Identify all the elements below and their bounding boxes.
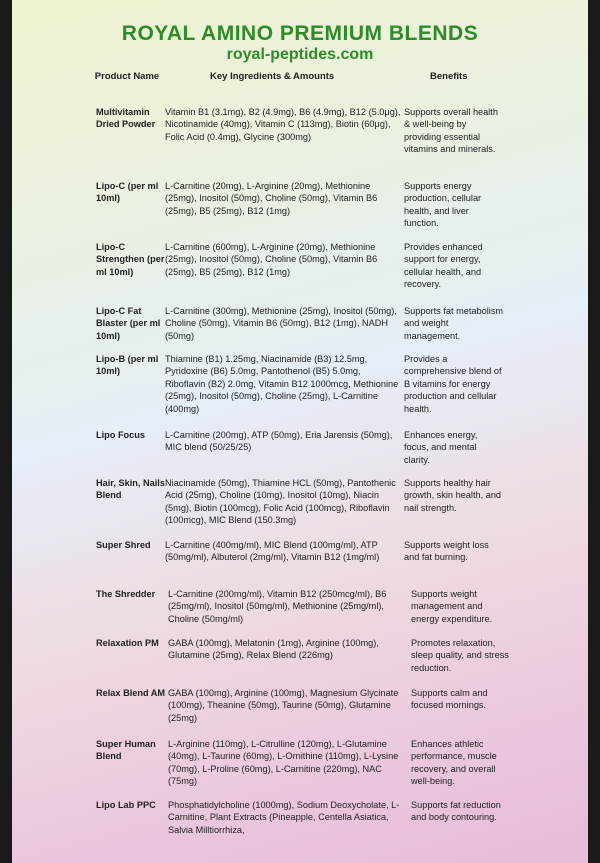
product-benefits: Supports overall health & well-being by providing essential vitamins and minerals. [404, 107, 498, 155]
product-name: Lipo-C (per ml 10ml) [96, 181, 159, 204]
page-title: ROYAL AMINO PREMIUM BLENDS [121, 22, 479, 45]
product-name: Super Shred [96, 540, 151, 550]
product-benefits: Promotes relaxation, sleep quality, and stress reduction. [411, 638, 509, 673]
product-benefits: Supports energy production, cellular health, and liver function. [404, 181, 482, 229]
product-benefits: Provides a comprehensive blend of B vitamins for energy production and cellular health. [404, 354, 502, 414]
product-name: Lipo-B (per ml 10ml) [96, 354, 159, 377]
column-header-ingredients: Key Ingredients & Amounts [210, 71, 335, 82]
product-benefits: Supports fat metabolism and weight management. [404, 306, 504, 341]
product-ingredients: Niacinamide (50mg), Thiamine HCL (50mg), Pantothenic Acid (25mg), Choline (10mg), Inositol (10mg), Niacin (5mg), Biotin (100mcg), Folic Acid (100mcg), Riboflavin (100mcg), MIC Blend (150.3mg) [165, 478, 396, 526]
product-ingredients: L-Carnitine (400mg/ml), MIC Blend (100mg/ml), ATP (50mg/ml), Albuterol (2mg/ml), Vitamin B12 (1mg/ml) [165, 540, 380, 563]
product-ingredients: L-Carnitine (600mg), L-Arginine (20mg), Methionine (25mg), Inositol (50mg), Choline (50mg), Vitamin B6 (25mg), B5 (25mg), B12 (1mg) [165, 242, 378, 277]
product-name: Super Human Blend [96, 739, 156, 762]
product-ingredients: Thiamine (B1) 1.25mg, Niacinamide (B3) 12.5mg, Pyridoxine (B6) 5.0mg, Pantothenol (B5) 5.0mg, Riboflavin (B2) 2.0mg, Vitamin B12 1000mcg, Methionine (25mg), Inositol (50mg), Choline (25mg), L-Carnitine (400mg) [165, 354, 399, 414]
product-benefits: Supports calm and focused mornings. [411, 688, 488, 711]
product-benefits: Enhances athletic performance, muscle recovery, and overall well-being. [411, 739, 497, 787]
product-name: Multivitamin Dried Powder [96, 107, 156, 130]
product-ingredients: L-Carnitine (200mg), ATP (50mg), Eria Jarensis (50mg), MIC blend (50/25/25) [165, 430, 393, 453]
product-name: Lipo-C Strengthen (per ml 10ml) [96, 242, 165, 277]
column-header-benefits: Benefits [430, 71, 468, 82]
product-name: Lipo Focus [96, 430, 145, 440]
product-benefits: Enhances energy, focus, and mental clarity. [404, 430, 478, 465]
product-name: Lipo Lab PPC [96, 800, 156, 810]
product-benefits: Supports weight loss and fat burning. [404, 540, 489, 563]
product-benefits: Provides enhanced support for energy, cellular health, and recovery. [404, 242, 483, 290]
product-ingredients: GABA (100mg), Arginine (100mg), Magnesium Glycinate (100mg), Theanine (50mg), Taurine (50mg), Glutamine (25mg) [168, 688, 399, 723]
product-ingredients: L-Carnitine (20mg), L-Arginine (20mg), Methionine (25mg), Inositol (50mg), Choline (50mg), Vitamin B6 (25mg), B5 (25mg), B12 (1mg) [165, 181, 378, 216]
product-name: The Shredder [96, 589, 156, 599]
product-name: Hair, Skin, Nails Blend [96, 478, 165, 501]
column-header-product: Product Name [94, 71, 160, 82]
product-ingredients: L-Carnitine (200mg/ml), Vitamin B12 (250mcg/ml), B6 (25mg/ml), Inositol (50mg/ml), Methionine (25mg/ml), Choline (50mg/ml) [168, 589, 387, 624]
product-ingredients: L-Carnitine (300mg), Methionine (25mg), Inositol (50mg), Choline (50mg), Vitamin B6 (50mg), B12 (1mg), NADH (50mg) [165, 306, 397, 341]
product-name: Relax Blend AM [96, 688, 166, 698]
product-benefits: Supports healthy hair growth, skin health, and nail strength. [404, 478, 502, 513]
website-url: royal-peptides.com [226, 46, 374, 63]
product-name: Lipo-C Fat Blaster (per ml 10ml) [96, 306, 161, 341]
product-ingredients: Vitamin B1 (3.1mg), B2 (4.9mg), B6 (4.9mg), B12 (5.0μg), Nicotinamide (40mg), Vitamin C (113mg), Biotin (60μg), Folic Acid (0.4mg), Glycine (300mg) [165, 107, 401, 142]
product-ingredients: Phosphatidylcholine (1000mg), Sodium Deoxycholate, L-Carnitine, Plant Extracts (Pineapple, Centella Asiatica, Salvia Milltiorrhiza, [168, 800, 400, 835]
product-benefits: Supports weight management and energy expenditure. [411, 589, 493, 624]
document-sheet [12, 0, 588, 863]
product-benefits: Supports fat reduction and body contouring. [411, 800, 501, 823]
product-name: Relaxation PM [96, 638, 159, 648]
product-ingredients: GABA (100mg), Melatonin (1mg), Arginine (100mg), Glutamine (25mg), Relax Blend (226mg) [168, 638, 379, 661]
product-ingredients: L-Arginine (110mg), L-Citrulline (120mg), L-Glutamine (40mg), L-Taurine (60mg), L-Ornithine (110mg), L-Lysine (70mg), L-Proline (60mg), L-Carnitine (220mg), NAC (75mg) [168, 739, 399, 787]
